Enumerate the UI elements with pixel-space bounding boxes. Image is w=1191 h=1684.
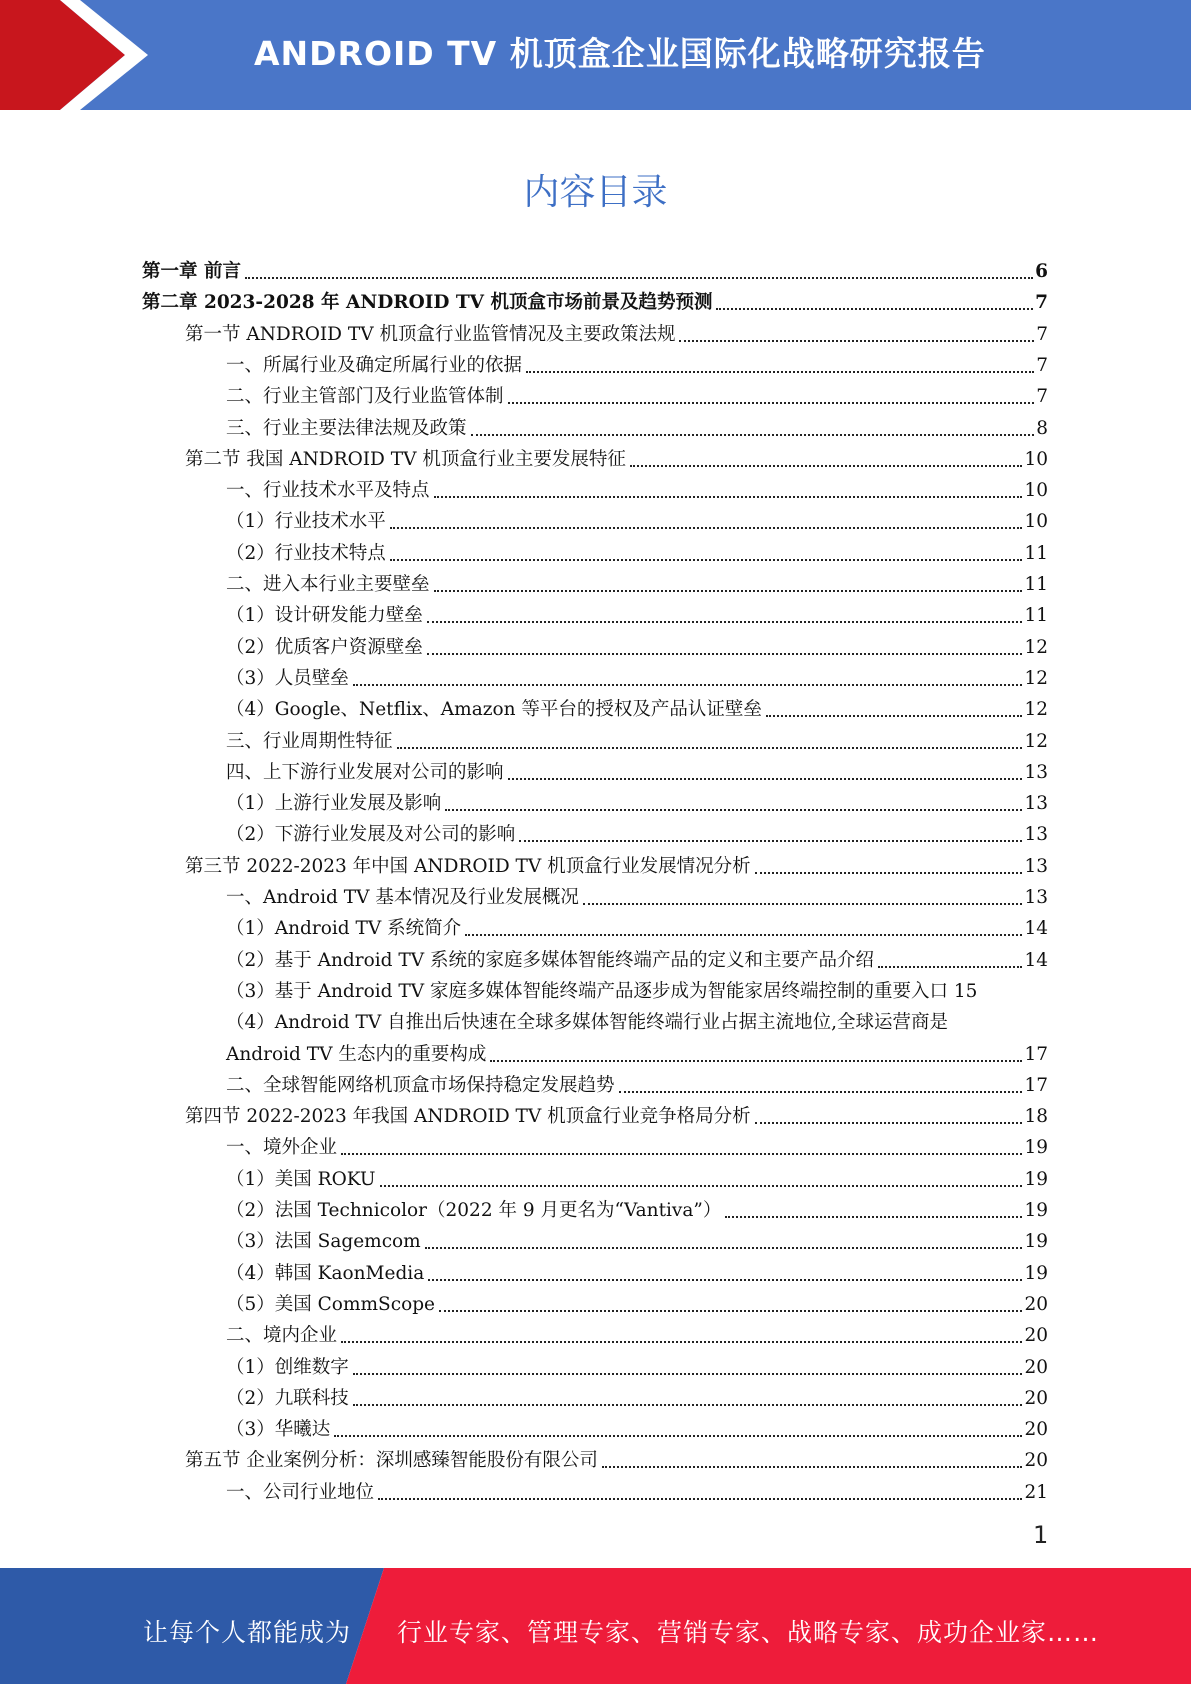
- toc-entry-label: （1）设计研发能力壁垒: [226, 605, 423, 627]
- toc-entry-page: 14: [1024, 918, 1048, 940]
- toc-entry-label: 一、公司行业地位: [226, 1481, 375, 1503]
- toc-entry-page: 11: [1024, 574, 1048, 595]
- toc-entry[interactable]: [226, 1255, 1048, 1285]
- toc-entry-label: （2）下游行业发展及对公司的影响: [226, 824, 516, 846]
- dot-leader: [380, 1185, 1023, 1187]
- toc-entry-page: 20: [1024, 1325, 1048, 1347]
- toc-entry-page: 20: [1024, 1419, 1048, 1441]
- toc-entry[interactable]: [142, 253, 1048, 283]
- toc-entry[interactable]: [226, 1411, 1048, 1441]
- dot-leader: [508, 778, 1023, 780]
- toc-entry[interactable]: [226, 910, 1048, 940]
- toc-entry-page: 10: [1024, 480, 1048, 502]
- toc-entry-label: 一、境外企业: [226, 1137, 338, 1159]
- toc-entry-page: 19: [1024, 1231, 1048, 1253]
- toc-entry[interactable]: [226, 754, 1048, 784]
- toc-entry[interactable]: [226, 1036, 1048, 1066]
- dot-leader: [490, 1060, 1022, 1062]
- toc-entry[interactable]: [226, 597, 1048, 627]
- dot-leader: [353, 1404, 1023, 1406]
- dot-leader: [341, 1341, 1022, 1343]
- toc-entry-label: （1）美国 ROKU: [226, 1168, 376, 1190]
- toc-entry-label: 二、全球智能网络机顶盒市场保持稳定发展趋势: [226, 1074, 615, 1096]
- toc-entry-page: 14: [1024, 949, 1048, 971]
- dot-leader: [471, 434, 1035, 436]
- toc-entry[interactable]: [226, 1004, 1048, 1034]
- toc-entry[interactable]: [185, 1442, 1048, 1472]
- toc-entry-page: 21: [1024, 1481, 1048, 1503]
- dot-leader: [397, 747, 1023, 749]
- toc-entry-label: 第三节 2022-2023 年中国 ANDROID TV 机顶盒行业发展情况分析: [185, 855, 751, 877]
- toc-entry-label: （2）九联科技: [226, 1387, 349, 1409]
- dot-leader: [583, 903, 1023, 905]
- toc-entry-label: （1）创维数字: [226, 1356, 349, 1378]
- toc-entry[interactable]: [226, 1129, 1048, 1159]
- footer-slogan-right: 行业专家、管理专家、营销专家、战略专家、成功企业家……: [397, 1618, 1100, 1647]
- toc-entry-page: 20: [1024, 1450, 1048, 1472]
- toc-entry-page: 8: [1036, 417, 1048, 439]
- toc-entry-label: 一、Android TV 基本情况及行业发展概况: [226, 887, 579, 908]
- footer-slogan-left: 让每个人都能成为: [143, 1618, 352, 1647]
- page-number: 1: [1033, 1521, 1049, 1549]
- toc-entry-page: 19: [1024, 1200, 1048, 1221]
- toc-entry[interactable]: [226, 1349, 1048, 1379]
- toc-entry[interactable]: [226, 691, 1048, 721]
- toc-entry-label: （4）Google、Netflix、Amazon 等平台的授权及产品认证壁垒: [226, 699, 762, 721]
- chevron-arrow-icon: [0, 0, 150, 110]
- toc-entry-label: 第一章 前言: [142, 261, 241, 282]
- toc-entry-page: 7: [1035, 292, 1048, 314]
- dot-leader: [526, 371, 1034, 373]
- toc-entry[interactable]: [185, 1098, 1048, 1128]
- dot-leader: [508, 402, 1035, 404]
- toc-entry-page: 12: [1024, 699, 1048, 721]
- toc-entry-label: （2）法国 Technicolor（2022 年 9 月更名为“Vantiva”）: [226, 1200, 722, 1221]
- toc-entry-label: （4）Android TV 自推出后快速在全球多媒体智能终端行业占据主流地位,全球运营商是: [226, 1012, 948, 1034]
- toc-entry-page: 13: [1024, 855, 1048, 877]
- toc-entry-page: 10: [1024, 448, 1048, 470]
- toc-entry[interactable]: [226, 1317, 1048, 1347]
- toc-entry-page: 12: [1024, 667, 1048, 689]
- toc-entry[interactable]: [226, 973, 1048, 1003]
- toc-entry[interactable]: [226, 785, 1048, 815]
- toc-entry-page: 7: [1036, 354, 1048, 376]
- toc-entry[interactable]: [226, 1161, 1048, 1191]
- toc-entry-label: Android TV 生态内的重要构成: [226, 1043, 487, 1065]
- dot-leader: [445, 809, 1022, 811]
- toc-entry-page: 13: [1024, 887, 1048, 908]
- toc-heading: 内容目录: [523, 172, 668, 213]
- toc-entry-label: （3）华曦达: [226, 1419, 331, 1441]
- toc-entry-page: 19: [1024, 1168, 1048, 1190]
- toc-entry-label: 第一节 ANDROID TV 机顶盒行业监管情况及主要政策法规: [185, 323, 676, 345]
- dot-leader: [427, 621, 1023, 623]
- dot-leader: [341, 1153, 1022, 1155]
- toc-entry-page: 10: [1024, 511, 1048, 533]
- dot-leader: [725, 1216, 1022, 1218]
- toc-entry-label: 三、行业主要法律法规及政策: [226, 417, 467, 439]
- toc-entry-label: 一、行业技术水平及特点: [226, 480, 430, 502]
- toc-entry-label: 二、境内企业: [226, 1325, 338, 1347]
- toc-entry-page: 7: [1036, 323, 1048, 345]
- dot-leader: [755, 872, 1023, 874]
- toc-entry-label: 四、上下游行业发展对公司的影响: [226, 761, 504, 783]
- toc-entry-label: （3）法国 Sagemcom: [226, 1231, 421, 1253]
- toc-entry[interactable]: [226, 629, 1048, 659]
- toc-entry[interactable]: [226, 1067, 1048, 1097]
- toc-entry-label: （2）行业技术特点: [226, 542, 386, 564]
- toc-entry[interactable]: [226, 1192, 1048, 1222]
- toc-entry-page: 17: [1024, 1074, 1048, 1096]
- dot-leader: [766, 715, 1023, 717]
- dot-leader: [378, 1498, 1022, 1500]
- toc-entry[interactable]: [226, 347, 1048, 377]
- dot-leader: [434, 590, 1023, 592]
- toc-entry[interactable]: [226, 535, 1048, 565]
- toc-entry[interactable]: [226, 816, 1048, 846]
- toc-entry-label: （4）韩国 KaonMedia: [226, 1262, 425, 1284]
- toc-entry-page: 19: [1024, 1137, 1048, 1159]
- toc-entry-label: （3）人员壁垒: [226, 667, 349, 689]
- toc-entry-label: 三、行业周期性特征: [226, 730, 393, 752]
- dot-leader: [439, 1310, 1022, 1312]
- toc-entry[interactable]: [226, 1380, 1048, 1410]
- toc-entry-label: （2）优质客户资源壁垒: [226, 636, 423, 658]
- header-band: [0, 0, 1191, 110]
- dot-leader: [755, 1122, 1023, 1124]
- toc-entry[interactable]: [226, 1223, 1048, 1253]
- toc-entry[interactable]: [226, 472, 1048, 502]
- toc-entry[interactable]: [185, 441, 1048, 471]
- dot-leader: [434, 496, 1023, 498]
- toc-entry[interactable]: [226, 410, 1048, 440]
- dot-leader: [428, 1279, 1022, 1281]
- toc-entry-page: 12: [1024, 730, 1048, 752]
- report-title: ANDROID TV 机顶盒企业国际化战略研究报告: [254, 34, 986, 73]
- dot-leader: [716, 308, 1033, 310]
- toc-entry[interactable]: [226, 503, 1048, 533]
- toc-entry-page: 13: [1024, 793, 1048, 815]
- dot-leader: [334, 1435, 1022, 1437]
- toc-entry-page: 6: [1035, 261, 1048, 282]
- toc-entry-label: （5）美国 CommScope: [226, 1293, 435, 1315]
- dot-leader: [602, 1466, 1023, 1468]
- dot-leader: [353, 1373, 1023, 1375]
- toc-entry-page: 13: [1024, 761, 1048, 783]
- toc-entry-label: 第五节 企业案例分析：深圳感臻智能股份有限公司: [185, 1450, 598, 1472]
- toc-entry-page: 18: [1024, 1106, 1048, 1128]
- toc-entry-page: 20: [1024, 1356, 1048, 1378]
- toc-entry[interactable]: [185, 316, 1048, 346]
- toc-entry[interactable]: [226, 723, 1048, 753]
- toc-entry-page: 17: [1024, 1043, 1048, 1065]
- toc-entry[interactable]: [226, 1286, 1048, 1316]
- toc-entry-page: 12: [1024, 636, 1048, 658]
- dot-leader: [519, 840, 1022, 842]
- dot-leader: [619, 1091, 1023, 1093]
- toc-entry[interactable]: [142, 284, 1048, 314]
- dot-leader: [353, 684, 1023, 686]
- dot-leader: [465, 934, 1022, 936]
- toc-entry[interactable]: [226, 879, 1048, 909]
- toc-entry[interactable]: [226, 660, 1048, 690]
- dot-leader: [679, 340, 1034, 342]
- dot-leader: [390, 527, 1023, 529]
- dot-leader: [245, 277, 1033, 279]
- toc-entry-label: 二、进入本行业主要壁垒: [226, 574, 430, 595]
- toc-entry-label: 一、所属行业及确定所属行业的依据: [226, 354, 523, 376]
- toc-entry-label: （1）行业技术水平: [226, 511, 386, 533]
- toc-entry-page: 20: [1024, 1387, 1048, 1409]
- toc-entry-page: 13: [1024, 824, 1048, 846]
- toc-entry[interactable]: [185, 848, 1048, 878]
- toc-entry-label: 二、行业主管部门及行业监管体制: [226, 386, 504, 408]
- toc-entry-page: 7: [1036, 386, 1048, 408]
- toc-entry-label: 第二节 我国 ANDROID TV 机顶盒行业主要发展特征: [185, 448, 626, 470]
- toc-entry-label: （1）上游行业发展及影响: [226, 793, 442, 815]
- toc-entry-page: 20: [1024, 1293, 1048, 1315]
- toc-entry-label: 第四节 2022-2023 年我国 ANDROID TV 机顶盒行业竞争格局分析: [185, 1106, 751, 1128]
- toc-entry-label: （2）基于 Android TV 系统的家庭多媒体智能终端产品的定义和主要产品介绍: [226, 949, 874, 971]
- toc-entry[interactable]: [226, 378, 1048, 408]
- dot-leader: [425, 1247, 1023, 1249]
- toc-entry-label: 第二章 2023-2028 年 ANDROID TV 机顶盒市场前景及趋势预测: [142, 292, 713, 314]
- dot-leader: [390, 559, 1023, 561]
- toc-entry[interactable]: [226, 1474, 1048, 1504]
- dot-leader: [427, 653, 1023, 655]
- dot-leader: [878, 966, 1022, 968]
- toc-entry-label: （1）Android TV 系统简介: [226, 918, 462, 940]
- toc-entry[interactable]: [226, 566, 1048, 596]
- toc-entry-page: 11: [1024, 605, 1048, 627]
- toc-entry-label: （3）基于 Android TV 家庭多媒体智能终端产品逐步成为智能家居终端控制的重要入口 15: [226, 980, 978, 1002]
- toc-entry-page: 19: [1024, 1262, 1048, 1284]
- toc-entry-page: 11: [1024, 542, 1048, 564]
- dot-leader: [630, 465, 1023, 467]
- toc-entry[interactable]: [226, 942, 1048, 972]
